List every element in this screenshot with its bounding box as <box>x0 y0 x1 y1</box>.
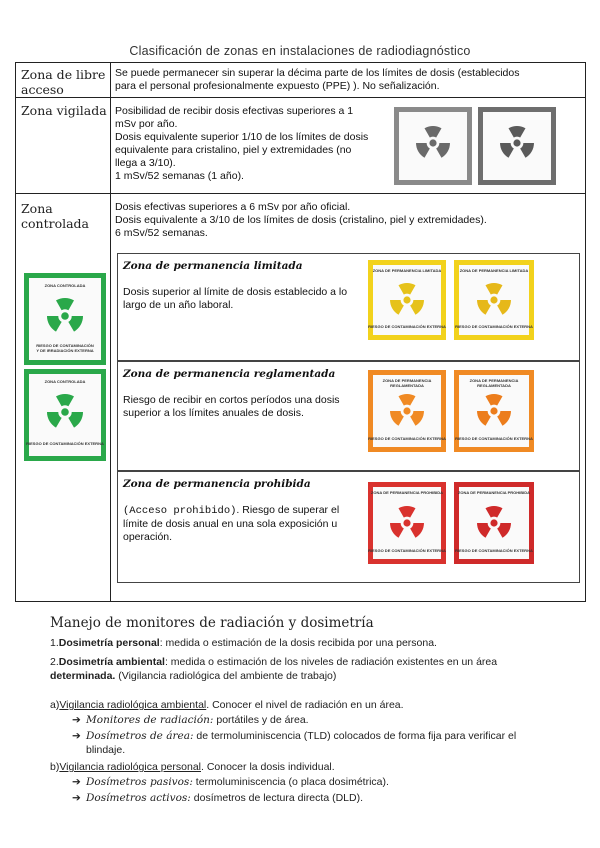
zone-label-controlada: Zona controlada <box>21 201 90 231</box>
trefoil-icon <box>413 123 453 163</box>
zone-label-vigilada: Zona vigilada <box>21 103 107 118</box>
sign-green-2: ZONA CONTROLADA RIESGO DE CONTAMINACIÓN EXTERNA <box>24 369 106 461</box>
page-title: Clasificación de zonas en instalaciones de radiodiagnóstico <box>129 44 471 58</box>
arrow-icon: ➔ <box>72 792 81 804</box>
sign-red-2: ZONA DE PERMANENCIA PROHIBIDA RIESGO DE CONTAMINACIÓN EXTERNA <box>454 482 534 564</box>
trefoil-icon <box>387 503 427 543</box>
sign-red-1: ZONA DE PERMANENCIA PROHIBIDA RIESGO DE CONTAMINACIÓN EXTERNA <box>368 482 446 564</box>
section-heading: Manejo de monitores de radiación y dosimetría <box>50 615 374 631</box>
zone-desc-libre: Se puede permanecer sin superar la décima parte de los límites de dosis (establecidos para el personal profesionalmente expuesto (PPE) ). No señalización. <box>115 67 520 92</box>
list-item: ➔ Dosímetros de área: de termoluminiscencia (TLD) colocados de forma fija para verificar el <box>72 730 517 742</box>
item-dosimetria-ambiental: 2.Dosimetría ambiental: medida o estimación de los niveles de radiación existentes en un área <box>50 656 498 668</box>
arrow-icon: ➔ <box>72 730 81 742</box>
vigilancia-personal: b)Vigilancia radiológica personal. Conocer la dosis individual. <box>50 761 335 773</box>
trefoil-icon <box>474 503 514 543</box>
list-item-cont: blindaje. <box>86 744 126 756</box>
item-dosimetria-personal: 1.Dosimetría personal: medida o estimación de la dosis recibida por una persona. <box>50 637 437 649</box>
sign-yellow-2: ZONA DE PERMANENCIA LIMITADA RIESGO DE CONTAMINACIÓN EXTERNA <box>454 260 534 340</box>
trefoil-icon <box>497 123 537 163</box>
item-dosimetria-ambiental-cont: determinada. (Vigilancia radiológica del ambiente de trabajo) <box>50 670 337 682</box>
arrow-icon: ➔ <box>72 776 81 788</box>
trefoil-icon <box>474 280 514 320</box>
trefoil-icon <box>387 391 427 431</box>
zones-table <box>15 62 586 602</box>
subzone-limitada: Zona de permanencia limitada Dosis superior al límite de dosis establecido a lo largo de un año laboral. ZONA DE PERMANENCIA LIMITADA RIESGO DE CONTAMINACIÓN EXTERNA ZONA DE PERMANENCIA LIMITADA RIESGO DE CONTAMINACIÓN EXTERNA <box>117 253 580 361</box>
row-divider <box>16 97 585 98</box>
sign-yellow-1: ZONA DE PERMANENCIA LIMITADA RIESGO DE CONTAMINACIÓN EXTERNA <box>368 260 446 340</box>
table-column-divider <box>110 63 111 601</box>
sign-gray-1 <box>394 107 472 185</box>
subzone-prohibida: Zona de permanencia prohibida (Acceso prohibido). Riesgo de superar el límite de dosis anual en una sola exposición u operación. ZONA DE PERMANENCIA PROHIBIDA RIESGO DE CONTAMINACIÓN EXTERNA ZONA DE PERMANENCIA PROHIBIDA RIESGO DE CONTAMINACIÓN EXTERNA <box>117 471 580 583</box>
zone-desc-controlada: Dosis efectivas superiores a 6 mSv por año oficial. Dosis equivalente a 3/10 de los límites de dosis (cristalino, piel y extremidades). 6 mSv/52 semanas. <box>115 201 487 239</box>
vigilancia-ambiental: a)Vigilancia radiológica ambiental. Conocer el nivel de radiación en un área. <box>50 699 404 711</box>
trefoil-icon <box>387 280 427 320</box>
zone-desc-vigilada: Posibilidad de recibir dosis efectivas superiores a 1 mSv por año. Dosis equivalente superior 1/10 de los límites de dosis equivalente para cristalino, piel y extremidades (no llega a 3/10). 1 mSv/52 semanas (1 año). <box>115 105 369 182</box>
zone-label-libre: Zona de libre acceso <box>21 67 106 97</box>
list-item: ➔ Monitores de radiación: portátiles y de área. <box>72 714 309 726</box>
arrow-icon: ➔ <box>72 714 81 726</box>
trefoil-icon <box>474 391 514 431</box>
sign-gray-2 <box>478 107 556 185</box>
row-divider <box>16 193 585 194</box>
sign-green-1: ZONA CONTROLADA RIESGO DE CONTAMINACIÓN Y DE IRRADIACIÓN EXTERNA <box>24 273 106 365</box>
trefoil-icon <box>44 295 86 337</box>
list-item: ➔ Dosímetros pasivos: termoluminiscencia (o placa dosimétrica). <box>72 776 389 788</box>
sign-orange-1: ZONA DE PERMANENCIA REGLAMENTADA RIESGO DE CONTAMINACIÓN EXTERNA <box>368 370 446 452</box>
sign-orange-2: ZONA DE PERMANENCIA REGLAMENTADA RIESGO DE CONTAMINACIÓN EXTERNA <box>454 370 534 452</box>
trefoil-icon <box>44 391 86 433</box>
subzone-reglamentada: Zona de permanencia reglamentada Riesgo de recibir en cortos períodos una dosis superior a los límites anuales de dosis. ZONA DE PERMANENCIA REGLAMENTADA RIESGO DE CONTAMINACIÓN EXTERNA ZONA DE PERMANENCIA REGLAMENTADA RIESGO DE CONTAMINACIÓN EXTERNA <box>117 361 580 471</box>
list-item: ➔ Dosímetros activos: dosímetros de lectura directa (DLD). <box>72 792 363 804</box>
